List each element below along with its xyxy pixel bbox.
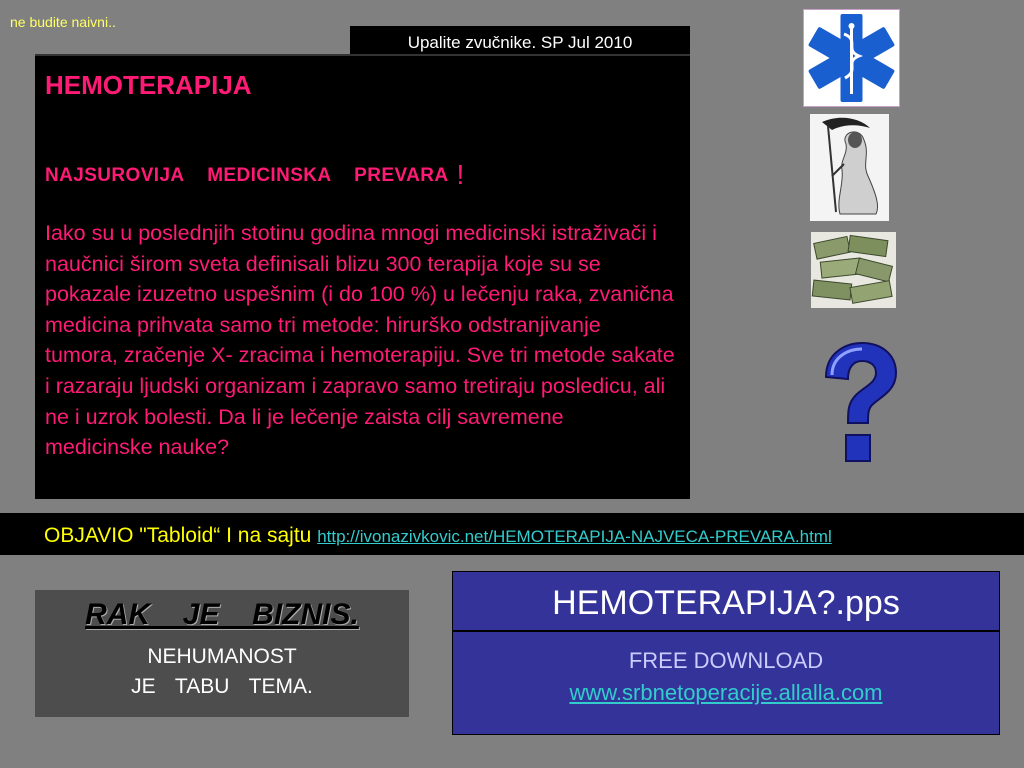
rak-line-2: JE TABU TEMA. [131, 675, 313, 698]
money-stack-image [811, 232, 896, 308]
free-download-label: FREE DOWNLOAD [628, 648, 824, 673]
star-of-life-icon [803, 9, 900, 107]
exclamation-mark: ! [456, 159, 465, 190]
top-note: ne budite naivni.. [10, 14, 116, 30]
article-subtitle [45, 156, 465, 188]
banner-prefix: OBJAVIO "Tabloid“ I na sajtu [44, 524, 318, 547]
publication-banner [0, 513, 1024, 555]
article-link[interactable]: http://ivonazivkovic.net/HEMOTERAPIJA-NAJVECA-PREVARA.html [317, 527, 832, 546]
subtitle-text: NAJSUROVIJA MEDICINSKA PREVARA [45, 165, 449, 186]
rak-heading: RAK JE BIZNIS. [85, 598, 359, 631]
rak-biznis-panel [35, 590, 409, 717]
question-mark-icon [818, 341, 900, 465]
article-title: HEMOTERAPIJA [45, 70, 252, 100]
article-body: Iako su u poslednjih stotinu godina mnogi medicinski istraživači i naučnici širom sveta definisali blizu 300 terapija koje su se pokazale izuzetno uspešnim (i do 100 %) u lečenju raka, zvanična medicina prihvata samo tri metode: hirurško odstranjivanje tumora, zračenje X- zracima i hemoterapiju. Sve tri metode sakate i razaraju ljudski organizam i zapravo samo tretiraju posledicu, ali ne i uzrok bolesti. Da li je lečenje zaista cilj savremene medicinske nauke? [45, 221, 675, 460]
download-link[interactable]: www.srbnetoperacije.allalla.com [569, 680, 883, 705]
sound-notice: Upalite zvučnike. SP Jul 2010 [350, 26, 690, 56]
download-header: HEMOTERAPIJA?.pps [453, 572, 999, 632]
download-panel [452, 571, 1000, 735]
grim-reaper-image [810, 114, 889, 221]
main-article-panel [35, 54, 690, 499]
rak-line-1: NEHUMANOST [147, 645, 297, 668]
